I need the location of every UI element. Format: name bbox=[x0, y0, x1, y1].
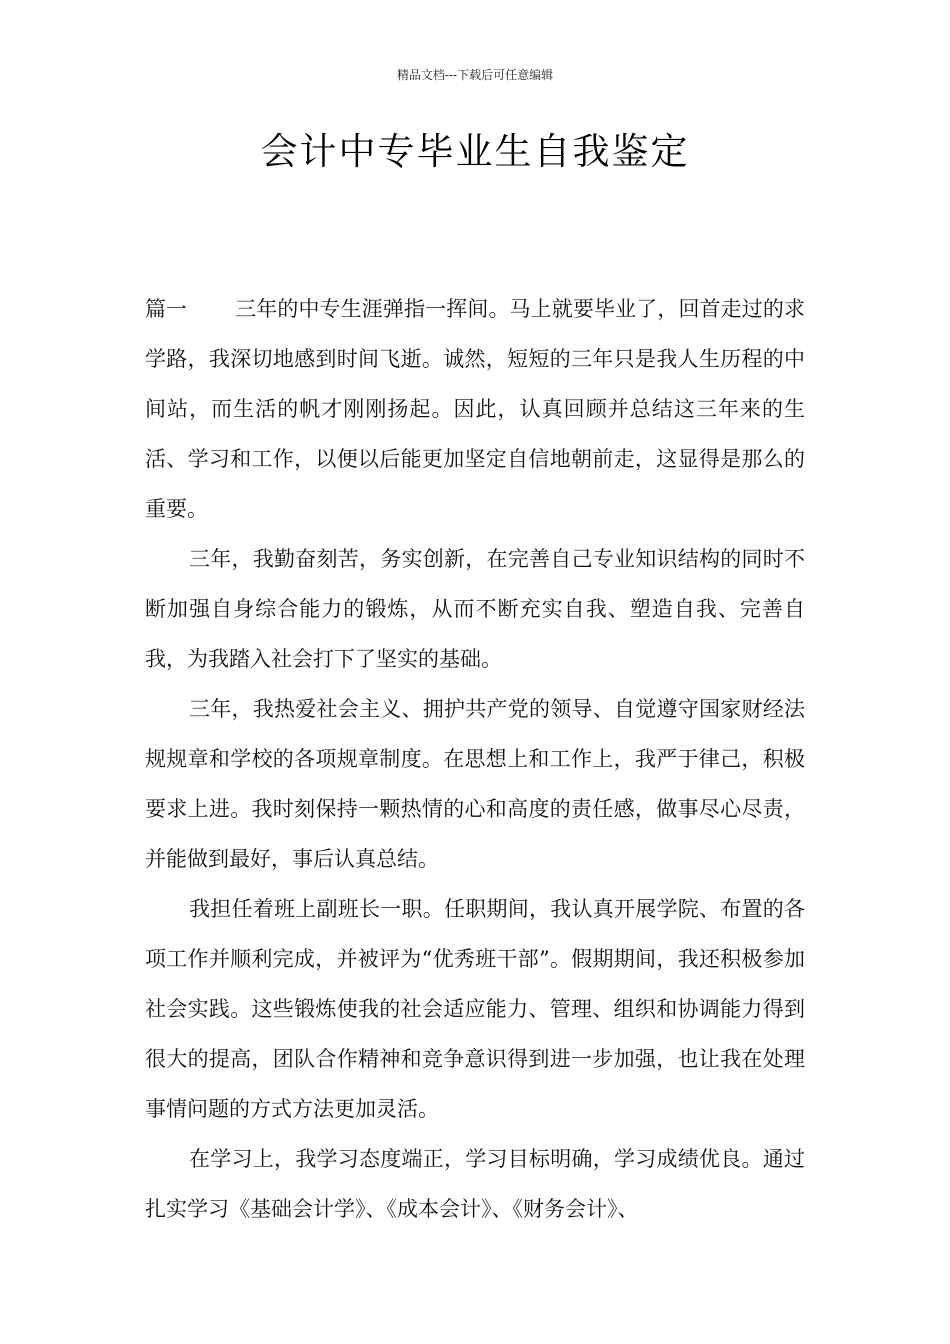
paragraph-1 bbox=[145, 284, 805, 534]
document-body bbox=[145, 284, 805, 1234]
section-label: 篇一 bbox=[145, 297, 187, 321]
header-note: 精品文档---下载后可任意编辑 bbox=[396, 68, 554, 82]
paragraph-4: 我担任着班上副班长一职。任职期间，我认真开展学院、布置的各项工作并顺利完成，并被评为“优秀班干部”。假期期间，我还积极参加社会实践。这些锻炼使我的社会适应能力、管理、组织和协调能力得到很大的提高，团队合作精神和竞争意识得到进一步加强，也让我在处理事情问题的方式方法更加灵活。 bbox=[145, 897, 805, 1121]
document-title: 会计中专毕业生自我鉴定 bbox=[260, 130, 690, 173]
paragraph-3: 三年，我热爱社会主义、拥护共产党的领导、自觉遵守国家财经法规规章和学校的各项规章制度。在思想上和工作上，我严于律己，积极要求上进。我时刻保持一颗热情的心和高度的责任感，做事尽心尽责，并能做到最好，事后认真总结。 bbox=[145, 697, 805, 871]
paragraph-5: 在学习上，我学习态度端正，学习目标明确，学习成绩优良。通过扎实学习《基础会计学》、《成本会计》、《财务会计》、 bbox=[145, 1147, 805, 1221]
paragraph-1-text: 三年的中专生涯弹指一挥间。马上就要毕业了，回首走过的求学路，我深切地感到时间飞逝。诚然，短短的三年只是我人生历程的中间站，而生活的帆才刚刚扬起。因此，认真回顾并总结这三年来的生活、学习和工作，以便以后能更加坚定自信地朝前走，这显得是那么的重要。 bbox=[145, 297, 805, 521]
paragraph-2: 三年，我勤奋刻苦，务实创新，在完善自己专业知识结构的同时不断加强自身综合能力的锻炼，从而不断充实自我、塑造自我、完善自我，为我踏入社会打下了坚实的基础。 bbox=[145, 547, 805, 671]
